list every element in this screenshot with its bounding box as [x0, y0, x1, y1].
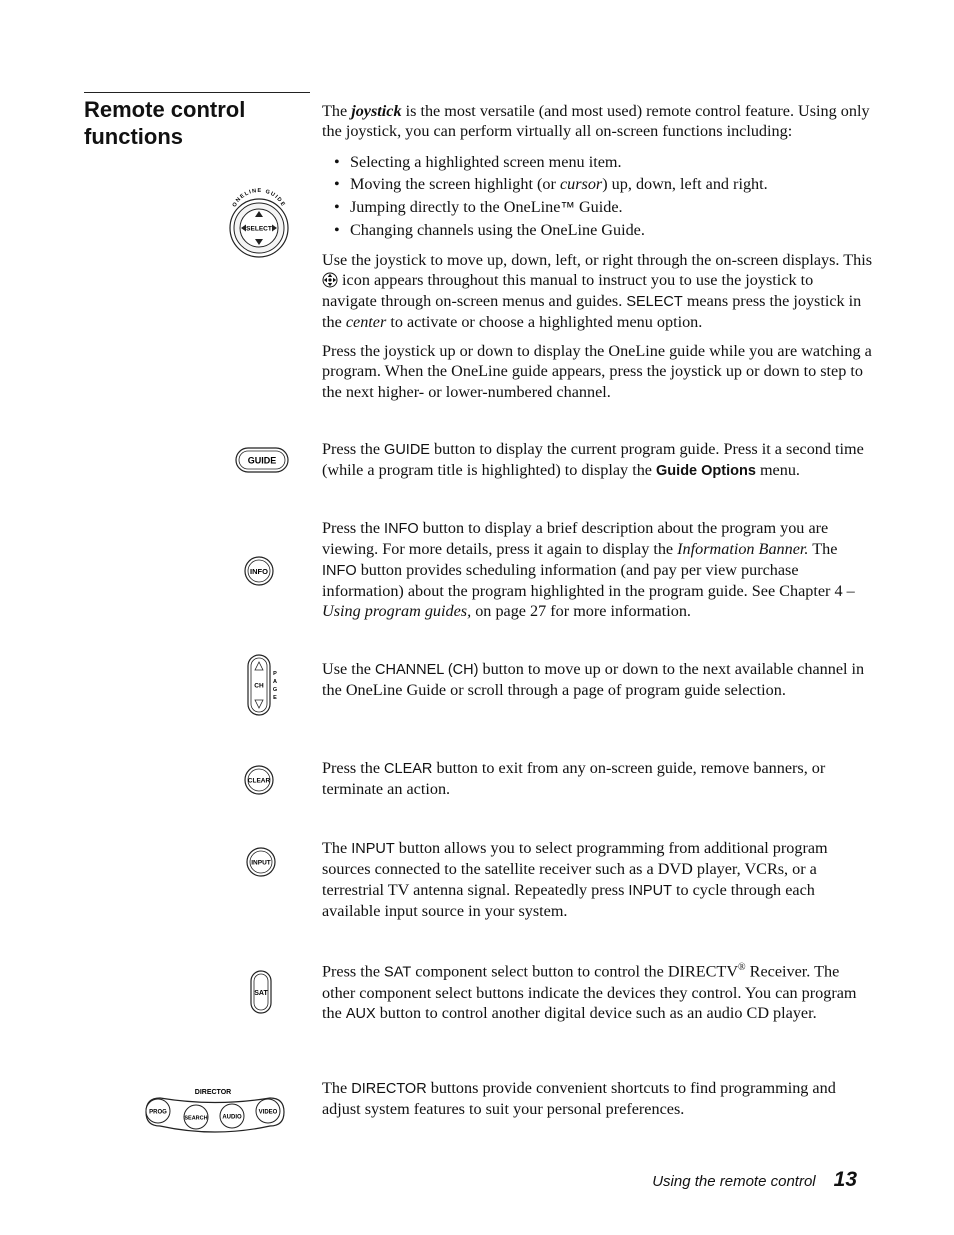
button-name: CLEAR: [384, 761, 433, 777]
joystick-functions-list: [322, 151, 872, 242]
clear-description: [322, 758, 872, 800]
button-name: SAT: [384, 964, 412, 981]
ch-label: CH: [254, 682, 264, 690]
guide-section: [322, 439, 872, 491]
registered-mark: ®: [738, 962, 746, 973]
director-section: [322, 1078, 872, 1129]
joystick-oneline: [322, 341, 872, 402]
input-description: [322, 838, 872, 921]
text-run: Selecting a highlighted screen menu item.: [350, 152, 622, 171]
section-rule: [84, 92, 310, 93]
text-run: button to exit from any on-screen guide, remove banners, or terminate an action.: [322, 759, 826, 799]
text-run: icon appears throughout this manual to instruct you to use the joystick to navigate through on-screen menus and guides.: [322, 271, 814, 310]
footer-chapter-label: Using the remote control: [652, 1173, 816, 1190]
info-label: INFO: [250, 567, 268, 576]
button-name: DIRECTOR: [351, 1081, 427, 1097]
text-run: Use the: [322, 660, 376, 678]
page-letter: P: [273, 671, 277, 677]
channel-description: [322, 659, 872, 701]
text-run: component select button to control the DIRECTV: [411, 962, 739, 981]
sat-label: SAT: [254, 990, 268, 997]
italic-text: cursor: [559, 175, 603, 194]
director-buttons-icon: [142, 1082, 288, 1143]
text-run: ) up, down, left and right.: [602, 175, 768, 194]
search-label: SEARCH: [184, 1115, 208, 1122]
info-description: [322, 518, 872, 621]
page-letter: E: [273, 695, 277, 701]
guide-description: [322, 439, 872, 482]
text-run: Guide.: [574, 197, 623, 216]
text-run: The: [322, 839, 352, 857]
input-label: INPUT: [251, 859, 271, 867]
italic-text: center: [345, 312, 387, 331]
channel-section: [322, 659, 872, 710]
text-run: means press the joystick in the: [322, 291, 862, 331]
text-run: button allows you to select programming from additional program sources connected to the satellite receiver such as a DVD player, VCRs, or a terrestrial TV antenna signal. Repeatedly press: [322, 839, 828, 899]
clear-button-icon: [243, 764, 275, 801]
text-run: Press the: [322, 519, 385, 537]
list-item: [350, 151, 872, 174]
info-section: [322, 518, 872, 630]
page-letter: A: [273, 679, 277, 685]
page-number: 13: [833, 1168, 857, 1191]
button-name: GUIDE: [384, 442, 430, 458]
text-run: to cycle through each available input source in your system.: [322, 880, 815, 920]
text-run: Changing channels using the OneLine Guide.: [350, 221, 645, 240]
oneline-guide-label: ONELINE GUIDE: [231, 188, 287, 209]
text-run: button to display a brief description about the program you are viewing. For more details, press it again to display the: [322, 519, 829, 559]
text-run: is the most versatile (and most used) remote control feature. Using only the joystick, you can perform virtually all on-screen functions including:: [322, 102, 870, 141]
emphasis-text: joystick: [351, 102, 402, 120]
select-label: SELECT: [246, 225, 272, 233]
button-name: CHANNEL (CH): [375, 662, 479, 678]
button-name: INPUT: [628, 882, 672, 899]
clear-section: [322, 758, 872, 809]
button-name: ™: [560, 199, 575, 216]
text-run: on page 27 for more information.: [471, 602, 691, 621]
joystick-icon: [224, 188, 294, 265]
italic-text: Using program guides,: [322, 602, 472, 621]
text-run: button provides scheduling information (and pay per view purchase information) about the program highlighted in the program guide. See Chapter 4 –: [322, 560, 855, 600]
input-section: [322, 838, 872, 930]
sat-button-icon: [249, 969, 273, 1020]
text-run: The: [808, 540, 838, 559]
sat-description: [322, 958, 872, 1024]
page-footer: [652, 1168, 857, 1192]
button-name: INFO: [384, 521, 419, 537]
clear-label: CLEAR: [247, 777, 271, 785]
text-run: button to control another digital device such as an audio CD player.: [375, 1003, 817, 1022]
joystick-usage: [322, 250, 872, 332]
button-name: INFO: [322, 562, 357, 579]
text-run: The: [322, 102, 352, 120]
channel-rocker-icon: [246, 653, 280, 722]
page-letter: G: [272, 687, 278, 693]
director-description: [322, 1078, 872, 1120]
text-run: Receiver. The other component select buttons indicate the devices they control. You can program the: [322, 962, 857, 1022]
text-run: The: [322, 1079, 352, 1097]
text-run: Use the joystick to move up, down, left, or right through the on-screen displays. This: [322, 250, 872, 269]
list-item: [350, 173, 872, 196]
text-run: to activate or choose a highlighted menu option.: [386, 312, 703, 331]
italic-text: Information Banner.: [677, 540, 809, 559]
joystick-intro: [322, 101, 872, 142]
text-run: button to move up or down to the next available channel in the OneLine Guide or scroll through a page of program guide selection.: [322, 660, 865, 700]
text-run: button to display the current program guide. Press it a second time (while a program title is highlighted) to display the: [322, 440, 864, 480]
director-label: DIRECTOR: [194, 1089, 232, 1096]
video-label: VIDEO: [258, 1109, 278, 1116]
info-button-icon: [243, 555, 275, 592]
button-name: SELECT: [626, 293, 683, 310]
guide-label: GUIDE: [247, 455, 277, 466]
text-run: Press the: [322, 962, 385, 981]
text-run: Press the: [322, 440, 385, 458]
menu-name: Guide Options: [656, 463, 756, 480]
prog-label: PROG: [149, 1109, 167, 1116]
guide-button-icon: [234, 446, 290, 479]
text-run: buttons provide convenient shortcuts to find programming and adjust system features to suit your personal preferences.: [322, 1079, 836, 1119]
sat-section: [322, 958, 872, 1033]
list-item: [350, 219, 872, 242]
text-run: Moving the screen highlight (or: [350, 175, 560, 194]
input-button-icon: [245, 846, 277, 883]
text-run: menu.: [755, 461, 800, 480]
audio-label: AUDIO: [222, 1114, 242, 1121]
text-run: Press the joystick up or down to display the OneLine guide while you are watching a program. When the OneLine guide appears, press the joystick up or down to step to the next higher- or lower-numbered channel.: [322, 342, 872, 401]
button-name: INPUT: [351, 841, 395, 857]
joystick-section: [322, 101, 872, 411]
button-name: AUX: [345, 1005, 376, 1022]
joystick-inline-icon: [322, 272, 338, 288]
text-run: Press the: [322, 759, 385, 777]
list-item: [350, 196, 872, 220]
text-run: Jumping directly to the OneLine: [350, 197, 561, 216]
section-title: Remote control functions: [84, 97, 246, 149]
